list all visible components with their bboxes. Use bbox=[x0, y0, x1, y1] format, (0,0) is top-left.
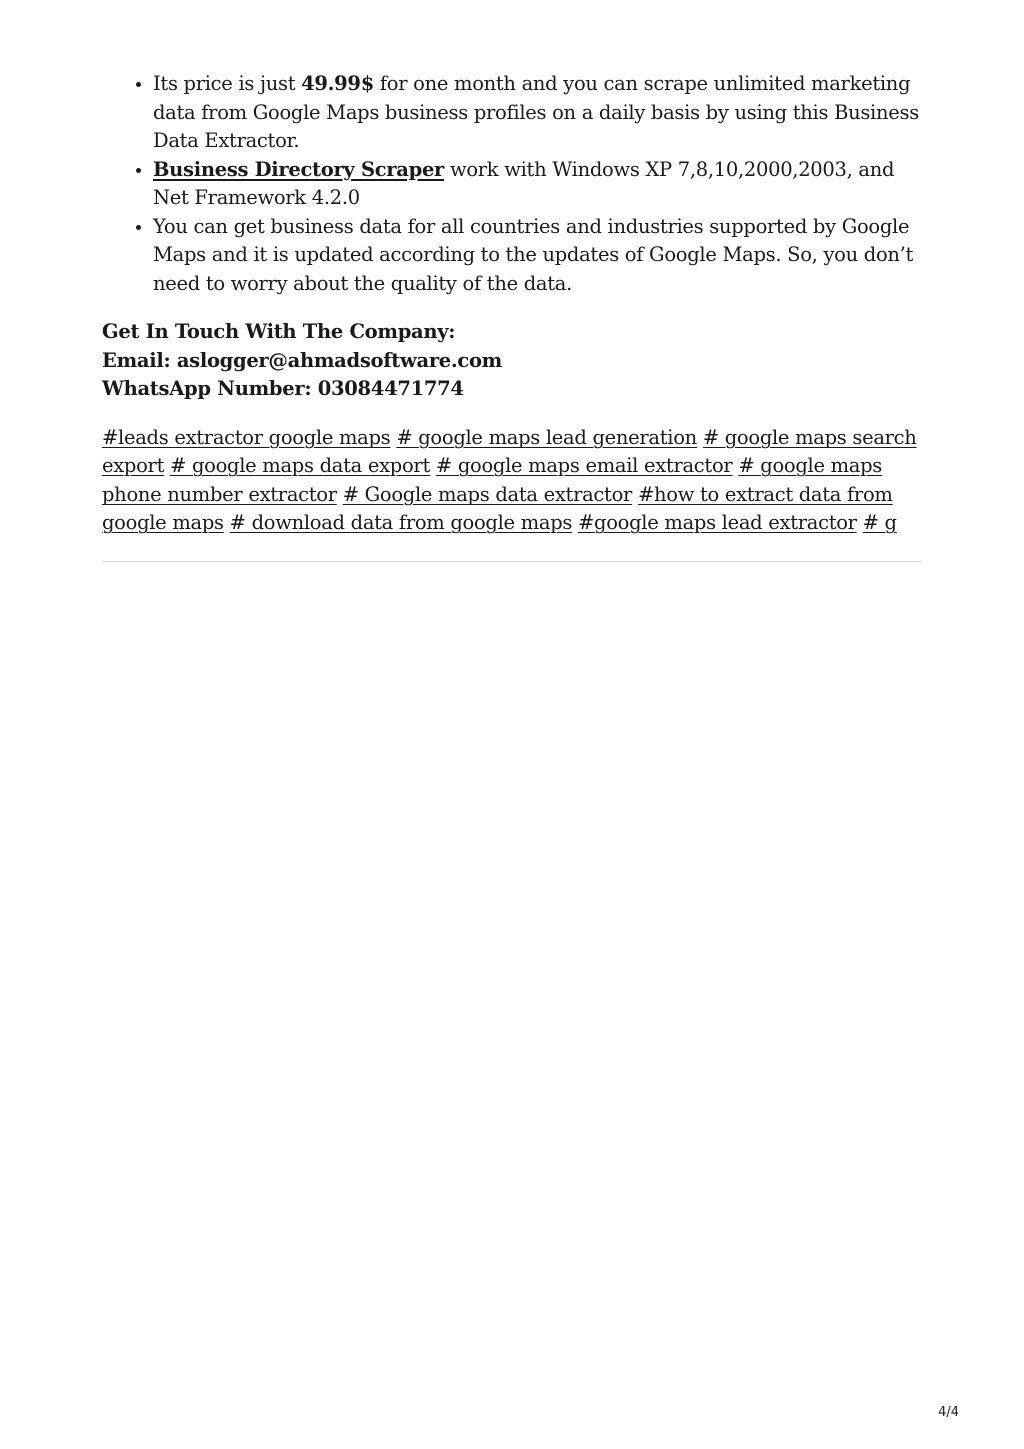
list-item bbox=[153, 70, 922, 156]
tag-list bbox=[102, 424, 922, 538]
document-body bbox=[102, 70, 922, 538]
compatibility-text: work with Windows XP 7,8,10,2000,2003, and Net Framework 4.2.0 bbox=[153, 157, 895, 209]
tag-link[interactable]: # google maps email extractor bbox=[435, 454, 733, 477]
tag-link[interactable]: # download data from google maps bbox=[229, 511, 573, 534]
tag-link[interactable]: #leads extractor google maps bbox=[102, 425, 391, 449]
price-value: 49.99$ bbox=[301, 72, 374, 95]
coverage-text: You can get business data for all countries and industries supported by Google Maps and it is updated according to the updates of Google Maps. So, you don’t need to worry about the quality of the data. bbox=[153, 214, 914, 295]
feature-list bbox=[102, 70, 922, 298]
tag-link[interactable]: # google maps data export bbox=[170, 454, 430, 477]
tag-link[interactable]: #google maps lead extractor bbox=[578, 511, 857, 534]
price-text-post: for one month and you can scrape unlimited marketing data from Google Maps business profiles on a daily basis by using this Business Data Extractor. bbox=[153, 72, 919, 152]
contact-block bbox=[102, 318, 922, 404]
tag-link[interactable]: # google maps search export bbox=[102, 425, 917, 477]
tag-link[interactable]: #how to extract data from google maps bbox=[102, 482, 893, 534]
tag-link[interactable]: # google maps phone number extractor bbox=[102, 454, 882, 506]
tag-link[interactable]: # g bbox=[862, 511, 897, 534]
business-directory-scraper-link[interactable]: Business Directory Scraper bbox=[153, 157, 445, 181]
section-divider bbox=[102, 561, 922, 562]
list-item bbox=[153, 156, 922, 213]
contact-email: Email: aslogger@ahmadsoftware.com bbox=[102, 348, 503, 372]
price-text-pre: Its price is just bbox=[153, 72, 302, 95]
page-number: 4/4 bbox=[938, 1405, 959, 1420]
tag-link[interactable]: # Google maps data extractor bbox=[342, 482, 633, 506]
contact-whatsapp: WhatsApp Number: 03084471774 bbox=[102, 377, 464, 400]
list-item bbox=[153, 213, 922, 299]
contact-heading: Get In Touch With The Company: bbox=[102, 320, 456, 343]
tag-link[interactable]: # google maps lead generation bbox=[396, 425, 697, 449]
